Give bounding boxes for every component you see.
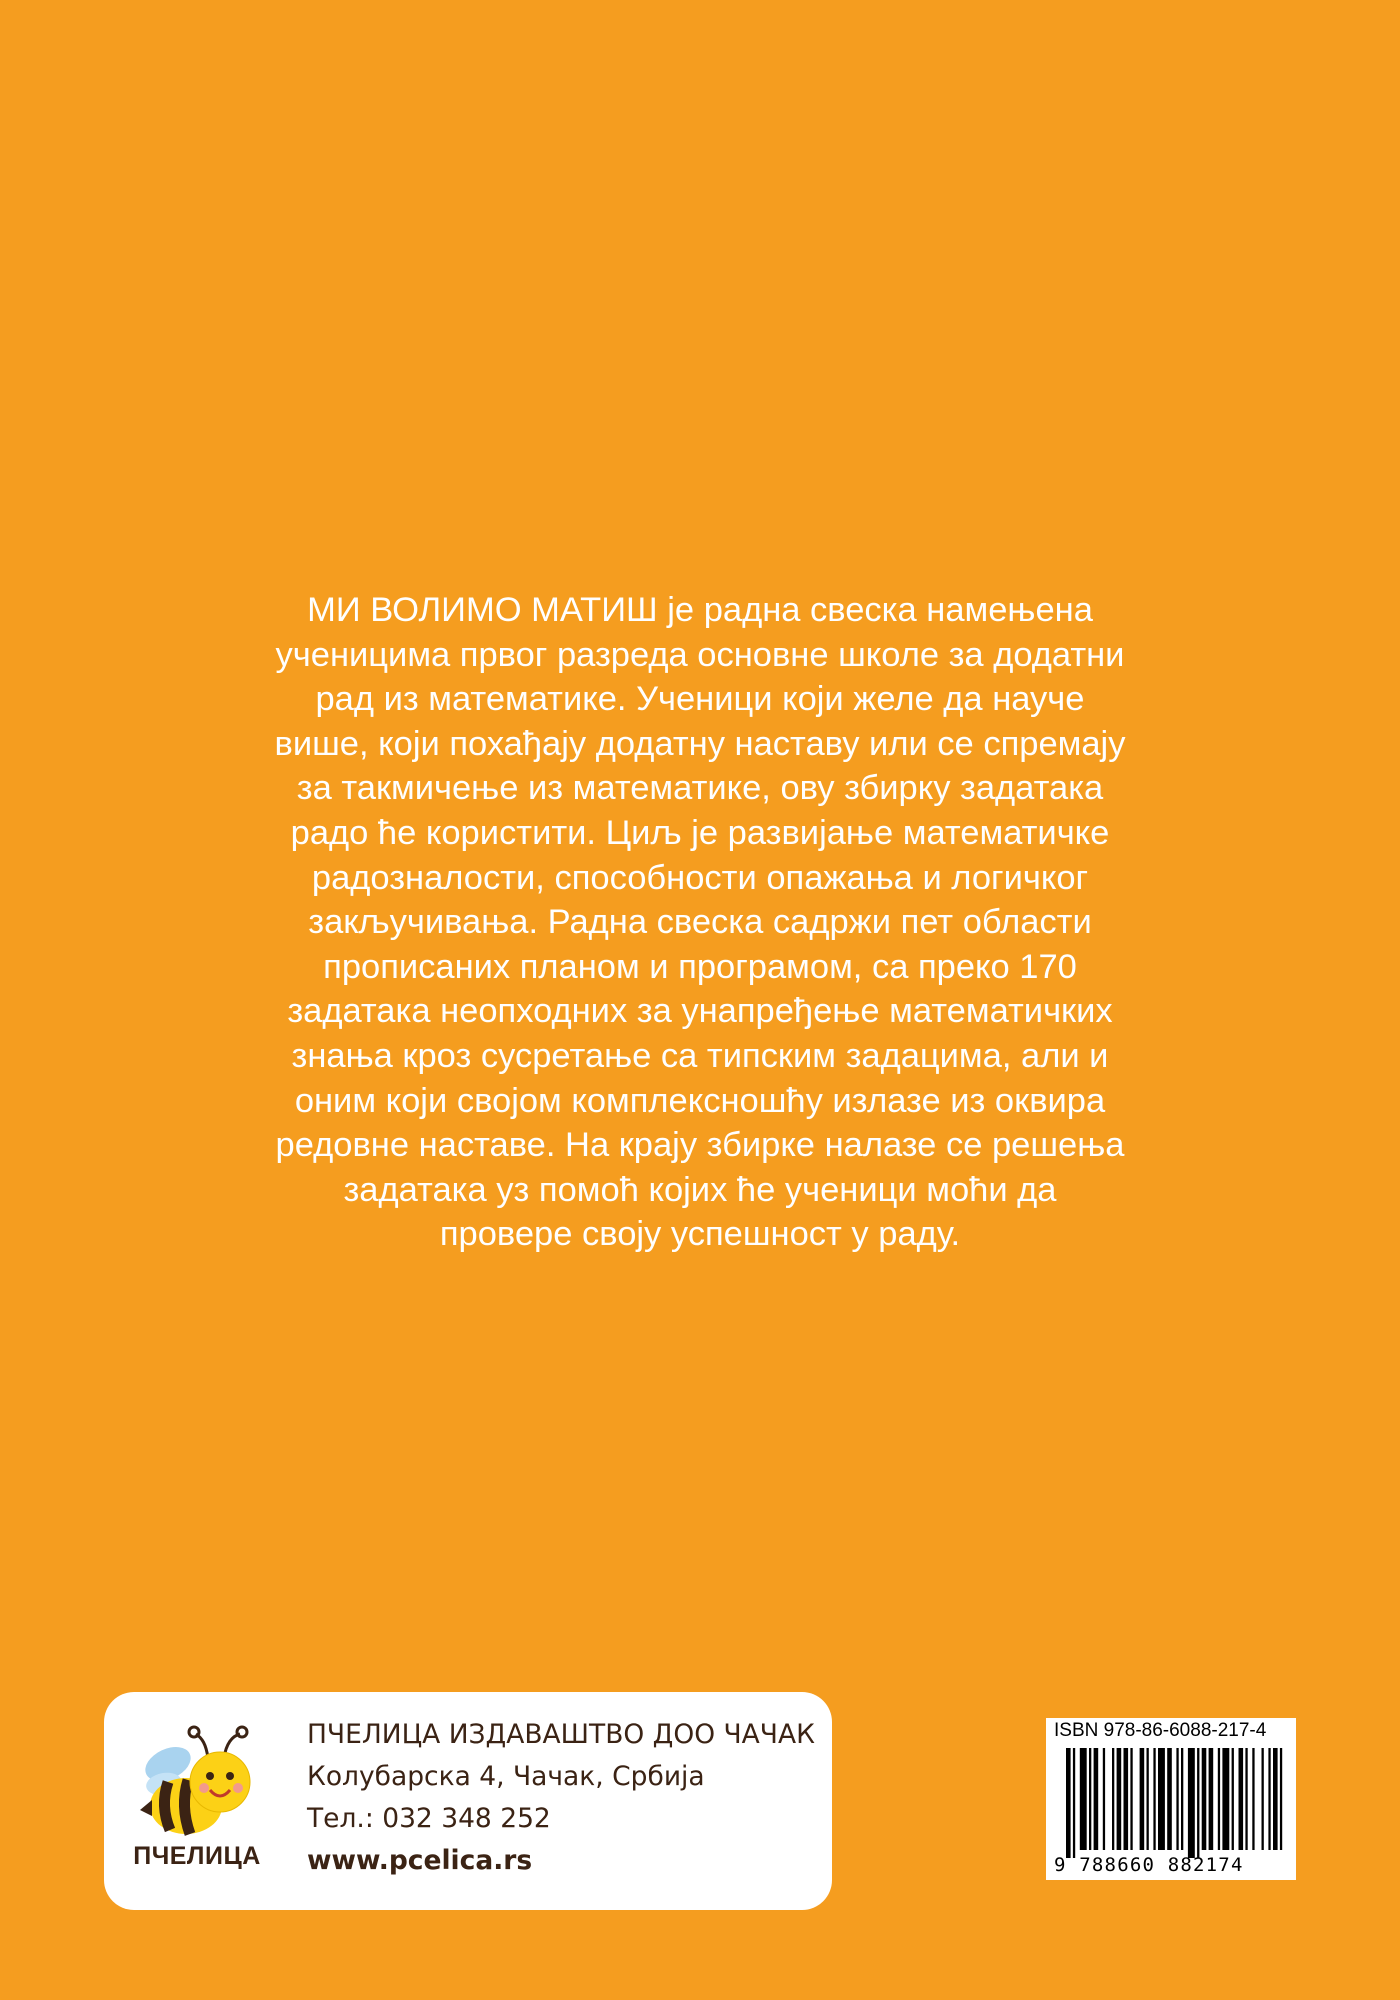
barcode-bar (1188, 1748, 1195, 1858)
barcode-bar (1158, 1748, 1165, 1850)
description-line: задатака уз помоћ којих ће ученици моћи да (343, 1170, 1057, 1209)
description-line: знања кроз сусретање са типским задацима, али и (291, 1036, 1109, 1075)
brand-name: ПЧЕЛИЦА (133, 1842, 261, 1870)
barcode-bar (1202, 1748, 1207, 1850)
barcode-bar (1094, 1748, 1099, 1850)
description-line: редовне наставе. На крају збирке налазе се решења (275, 1126, 1125, 1165)
barcode-bar (1147, 1748, 1149, 1850)
publisher-phone: Тел.: 032 348 252 (307, 1803, 551, 1834)
barcode-bar (1117, 1748, 1122, 1850)
description-line: ученицима првог разреда основне школе за додатни (275, 635, 1125, 674)
description-line: закључивања. Радна свеска садржи пет области (308, 903, 1092, 942)
publisher-address: Колубарска 4, Чачак, Србија (307, 1761, 705, 1792)
barcode-bar (1245, 1748, 1247, 1850)
publisher-name: ПЧЕЛИЦА ИЗДАВАШТВО ДОО ЧАЧАК (307, 1719, 815, 1750)
description-line: радозналости, способности опажања и логичког (311, 858, 1089, 897)
barcode-bar (1089, 1748, 1091, 1850)
barcode-bar (1080, 1748, 1087, 1850)
publisher-details (307, 1714, 815, 1882)
description-line: више, који похађају додатну наставу или се спремају (274, 724, 1126, 763)
barcode-bar (1073, 1748, 1075, 1858)
barcode-bar (1232, 1748, 1234, 1850)
barcode-bar (1218, 1748, 1220, 1850)
description-line: прописаних планом и програмом, са преко 170 (323, 947, 1077, 986)
description-line: провере своју успешност у раду. (439, 1215, 961, 1254)
description-line: радо ће користити. Циљ је развијање математичке (290, 813, 1110, 852)
description-line: рад из математике. Ученици који желе да науче (315, 680, 1085, 719)
isbn-barcode (1046, 1718, 1296, 1880)
barcode-bar (1280, 1748, 1282, 1850)
barcode-bar (1112, 1748, 1114, 1850)
barcode-bar (1197, 1748, 1199, 1858)
barcode-bar (1140, 1748, 1145, 1850)
description-line: оним који својом комплексношћу излазе из оквира (294, 1081, 1106, 1120)
publisher-website-link[interactable]: www.pcelica.rs (307, 1845, 533, 1876)
barcode-bar (1153, 1748, 1155, 1850)
barcode-bar (1209, 1748, 1214, 1850)
description-line: МИ ВОЛИМО МАТИШ је радна свеска намењена (307, 591, 1093, 629)
bee-icon (126, 1720, 266, 1840)
barcode-bar (1066, 1748, 1071, 1858)
barcode-bar (1239, 1748, 1244, 1850)
description-line: за такмичење из математике, ову збирку задатака (296, 769, 1104, 808)
barcode-bar (1273, 1748, 1278, 1850)
book-description (210, 588, 1190, 1257)
barcode-bar (1252, 1748, 1254, 1850)
barcode-bar (1181, 1748, 1183, 1850)
publisher-info-box (104, 1692, 832, 1910)
barcode-bar (1176, 1748, 1178, 1850)
barcode-bar (1222, 1748, 1229, 1850)
barcode-bar (1268, 1748, 1270, 1850)
isbn-number: ISBN 978-86-6088-217-4 (1054, 1720, 1267, 1741)
barcode-bar (1130, 1748, 1132, 1850)
description-line: задатака неопходних за унапређење математичких (287, 992, 1113, 1031)
barcode-bar (1124, 1748, 1129, 1850)
barcode-bar (1103, 1748, 1105, 1850)
barcode-digits: 9 788660 882174 (1054, 1854, 1244, 1876)
barcode-bar (1262, 1748, 1264, 1850)
barcode-bar (1167, 1748, 1172, 1850)
